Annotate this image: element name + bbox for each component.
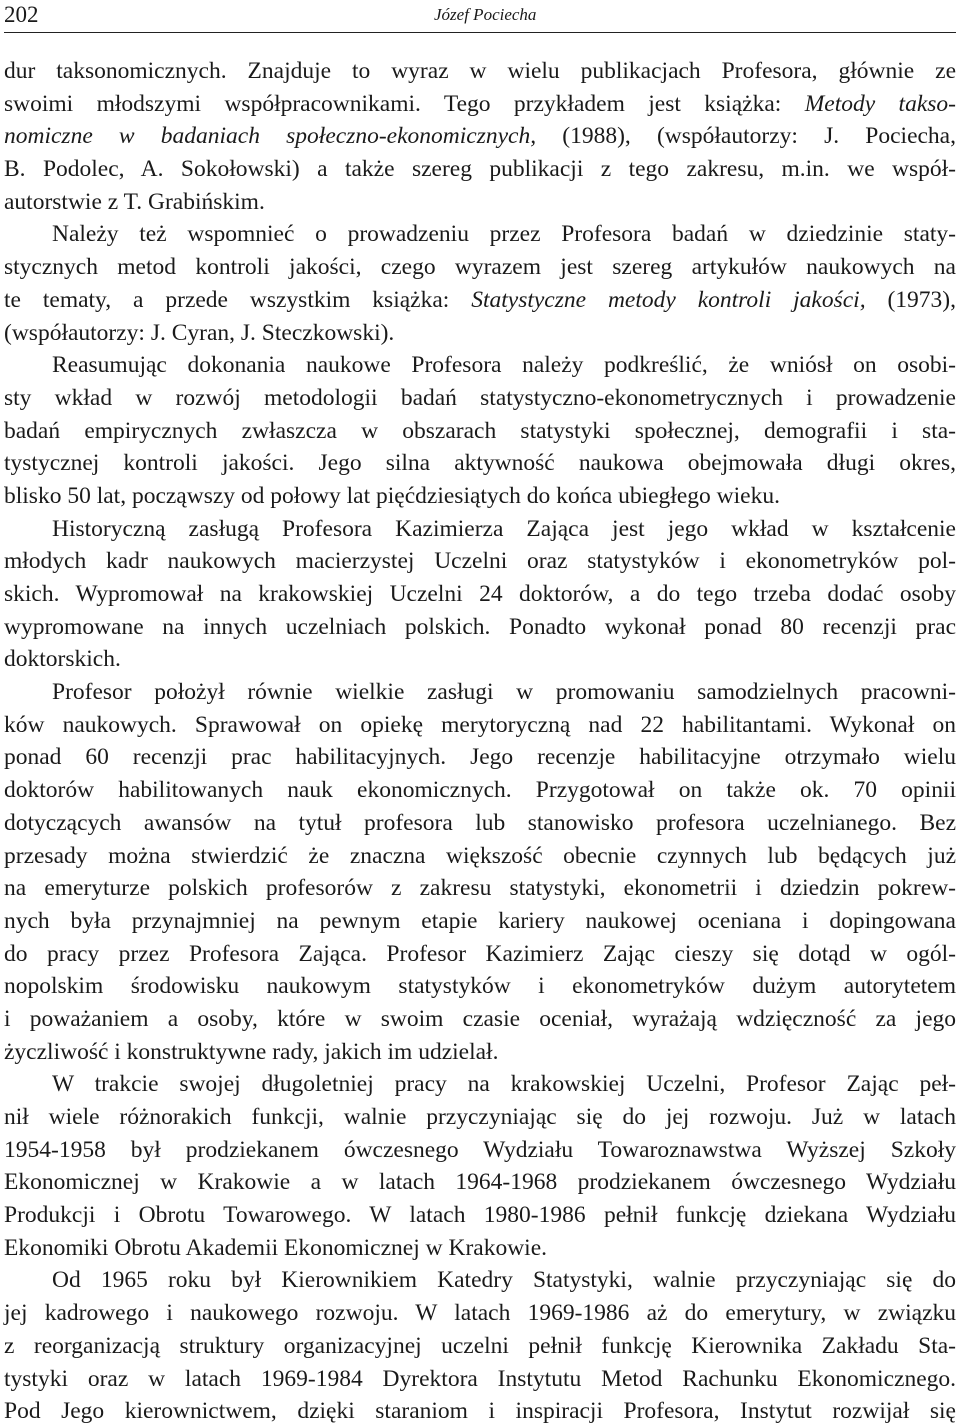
text-line bbox=[4, 1068, 956, 1101]
text-segment: badań empirycznych zwłaszcza w obszarach statystyki społecznej, demografii i sta- bbox=[4, 417, 956, 444]
italic-title-text: Metody takso- bbox=[804, 90, 956, 117]
text-line bbox=[4, 970, 956, 1003]
text-line bbox=[4, 1134, 956, 1167]
text-segment: wypromowane na innych uczelniach polskich. Ponadto wykonał ponad 80 recenzji prac bbox=[4, 613, 956, 640]
text-line bbox=[4, 1199, 956, 1232]
text-line bbox=[4, 709, 956, 742]
text-segment: skich. Wypromował na krakowskiej Uczelni 24 doktorów, a do tego trzeba dodać osoby bbox=[4, 581, 956, 607]
text-line bbox=[4, 1330, 956, 1363]
text-segment: tystyki oraz w latach 1969-1984 Dyrektora Instytutu Metod Rachunku Ekonomicznego. bbox=[4, 1365, 956, 1392]
text-line bbox=[4, 905, 956, 938]
text-segment: ków naukowych. Sprawował on opiekę merytoryczną nad 22 habilitantami. Wykonał on bbox=[4, 711, 956, 738]
text-line bbox=[4, 1166, 956, 1199]
text-segment: blisko 50 lat, począwszy od połowy lat pięćdziesiątych do końca ubiegłego wieku. bbox=[4, 482, 780, 509]
text-segment: (współautorzy: J. Cyran, J. Steczkowski). bbox=[4, 319, 395, 346]
text-segment: dur taksonomicznych. Znajduje to wyraz w wielu publikacjach Profesora, głównie ze bbox=[4, 58, 956, 84]
text-segment: Pod Jego kierownictwem, dzięki staraniom i inspiracji Profesora, Instytut rozwijał się bbox=[4, 1398, 956, 1425]
text-line bbox=[4, 1264, 956, 1297]
text-segment: B. Podolec, A. Sokołowski) a także szereg publikacji z tego zakresu, m.in. we współ- bbox=[4, 156, 956, 183]
text-segment: tystycznej kontroli jakości. Jego silna aktywność naukowa obejmowała długi okres, bbox=[4, 450, 956, 477]
text-segment: jej kadrowego i naukowego rozwoju. W latach 1969-1986 aż do emerytury, w związku bbox=[4, 1300, 956, 1327]
text-line bbox=[4, 415, 956, 448]
text-line bbox=[4, 611, 956, 644]
text-segment: ponad 60 recenzji prac habilitacyjnych. Jego recenzje habilitacyjne otrzymało wielu bbox=[4, 744, 956, 771]
text-segment: młodych kadr naukowych macierzystej Uczelni oraz statystyków i ekonometryków pol- bbox=[4, 548, 956, 575]
text-segment: i poważaniem a osoby, które w swoim czasie oceniał, wyrażają wdzięczność za jego bbox=[4, 1005, 956, 1032]
page-header bbox=[4, 0, 956, 33]
text-segment: Ekonomicznej w Krakowie a w latach 1964-1968 prodziekanem ówczesnego Wydziału bbox=[4, 1169, 956, 1196]
page-number: 202 bbox=[4, 2, 39, 27]
text-segment: z reorganizacją struktury organizacyjnej uczelni pełnił funkcję Kierownika Zakładu Sta- bbox=[4, 1332, 956, 1359]
text-line bbox=[4, 317, 956, 350]
text-line bbox=[4, 186, 956, 219]
text-segment: przesady można stwierdzić że znaczna większość obecnie czynnych lub będących już bbox=[4, 842, 956, 869]
text-line bbox=[4, 872, 956, 905]
text-line bbox=[4, 153, 956, 186]
text-line bbox=[4, 1101, 956, 1134]
text-line bbox=[4, 578, 956, 611]
text-line bbox=[4, 447, 956, 480]
text-line bbox=[4, 643, 956, 676]
text-line bbox=[4, 55, 956, 88]
text-segment: (1973), bbox=[865, 286, 956, 313]
text-line bbox=[4, 251, 956, 284]
text-segment: doktorów habilitowanych nauk ekonomicznych. Przygotował on także ok. 70 opinii bbox=[4, 777, 956, 804]
text-line bbox=[4, 120, 956, 153]
text-line bbox=[4, 545, 956, 578]
italic-title-text: Statystyczne metody kontroli jakości, bbox=[471, 286, 866, 313]
text-segment: te tematy, a przede wszystkim książka: bbox=[4, 286, 472, 313]
text-segment: autorstwie z T. Grabińskim. bbox=[4, 188, 265, 215]
text-segment: (1988), (współautorzy: J. Pociecha, bbox=[536, 123, 956, 150]
text-line bbox=[4, 1003, 956, 1036]
text-segment: Profesor położył równie wielkie zasługi w promowaniu samodzielnych pracowni- bbox=[52, 679, 956, 706]
text-line bbox=[4, 1395, 956, 1428]
text-segment: sty wkład w rozwój metodologii badań statystyczno-ekonometrycznych i prowadzenie bbox=[4, 384, 956, 411]
text-segment: Historyczną zasługą Profesora Kazimierza Zająca jest jego wkład w kształcenie bbox=[52, 515, 956, 542]
text-segment: dotyczących awansów na tytuł profesora lub stanowisko profesora uczelnianego. Bez bbox=[4, 809, 956, 836]
text-line bbox=[4, 88, 956, 121]
text-segment: nił wiele różnorakich funkcji, walnie przyczyniając się do jej rozwoju. Już w latach bbox=[4, 1104, 956, 1130]
text-segment: Ekonomiki Obrotu Akademii Ekonomicznej w Krakowie. bbox=[4, 1234, 548, 1261]
text-segment: Należy też wspomnieć o prowadzeniu przez Profesora badań w dziedzinie staty- bbox=[52, 221, 956, 248]
running-title: Józef Pociecha bbox=[434, 5, 537, 24]
italic-title-text: nomiczne w badaniach społeczno-ekonomicznych, bbox=[4, 123, 537, 150]
text-line bbox=[4, 807, 956, 840]
text-line bbox=[4, 349, 956, 382]
text-segment: Reasumując dokonania naukowe Profesora należy podkreślić, że wniósł on osobi- bbox=[52, 352, 956, 379]
text-line bbox=[4, 1297, 956, 1330]
text-line bbox=[4, 513, 956, 546]
text-segment: życzliwość i konstruktywne rady, jakich im udzielał. bbox=[4, 1038, 499, 1065]
text-segment: stycznych metod kontroli jakości, czego wyrazem jest szereg artykułów naukowych na bbox=[4, 254, 956, 281]
text-line bbox=[4, 938, 956, 971]
text-segment: nopolskim środowisku naukowym statystyków i ekonometryków dużym autorytetem bbox=[4, 973, 956, 1000]
text-segment: swoimi młodszymi współpracownikami. Tego przykładem jest książka: bbox=[4, 90, 805, 117]
text-line bbox=[4, 676, 956, 709]
text-segment: W trakcie swojej długoletniej pracy na krakowskiej Uczelni, Profesor Zając peł- bbox=[52, 1071, 956, 1098]
text-line bbox=[4, 774, 956, 807]
text-segment: 1954-1958 był prodziekanem ówczesnego Wydziału Towaroznawstwa Wyższej Szkoły bbox=[4, 1136, 956, 1163]
text-line bbox=[4, 741, 956, 774]
text-line bbox=[4, 1363, 956, 1396]
text-line bbox=[4, 382, 956, 415]
text-segment: doktorskich. bbox=[4, 646, 121, 673]
text-line bbox=[4, 284, 956, 317]
text-segment: Od 1965 roku był Kierownikiem Katedry Statystyki, walnie przyczyniając się do bbox=[52, 1267, 956, 1294]
text-line bbox=[4, 1232, 956, 1265]
body-text bbox=[4, 55, 956, 1428]
text-line bbox=[4, 840, 956, 873]
text-segment: na emeryturze polskich profesorów z zakresu statystyki, ekonometrii i dziedzin pokrew- bbox=[4, 875, 956, 902]
text-segment: Produkcji i Obrotu Towarowego. W latach 1980-1986 pełnił funkcję dziekana Wydziału bbox=[4, 1202, 956, 1229]
text-segment: do pracy przez Profesora Zająca. Profesor Kazimierz Zając cieszy się dotąd w ogól- bbox=[4, 940, 956, 967]
text-segment: nych była przynajmniej na pewnym etapie kariery naukowej oceniana i dopingowana bbox=[4, 907, 956, 934]
text-line bbox=[4, 1036, 956, 1069]
text-line bbox=[4, 480, 956, 513]
text-line bbox=[4, 218, 956, 251]
